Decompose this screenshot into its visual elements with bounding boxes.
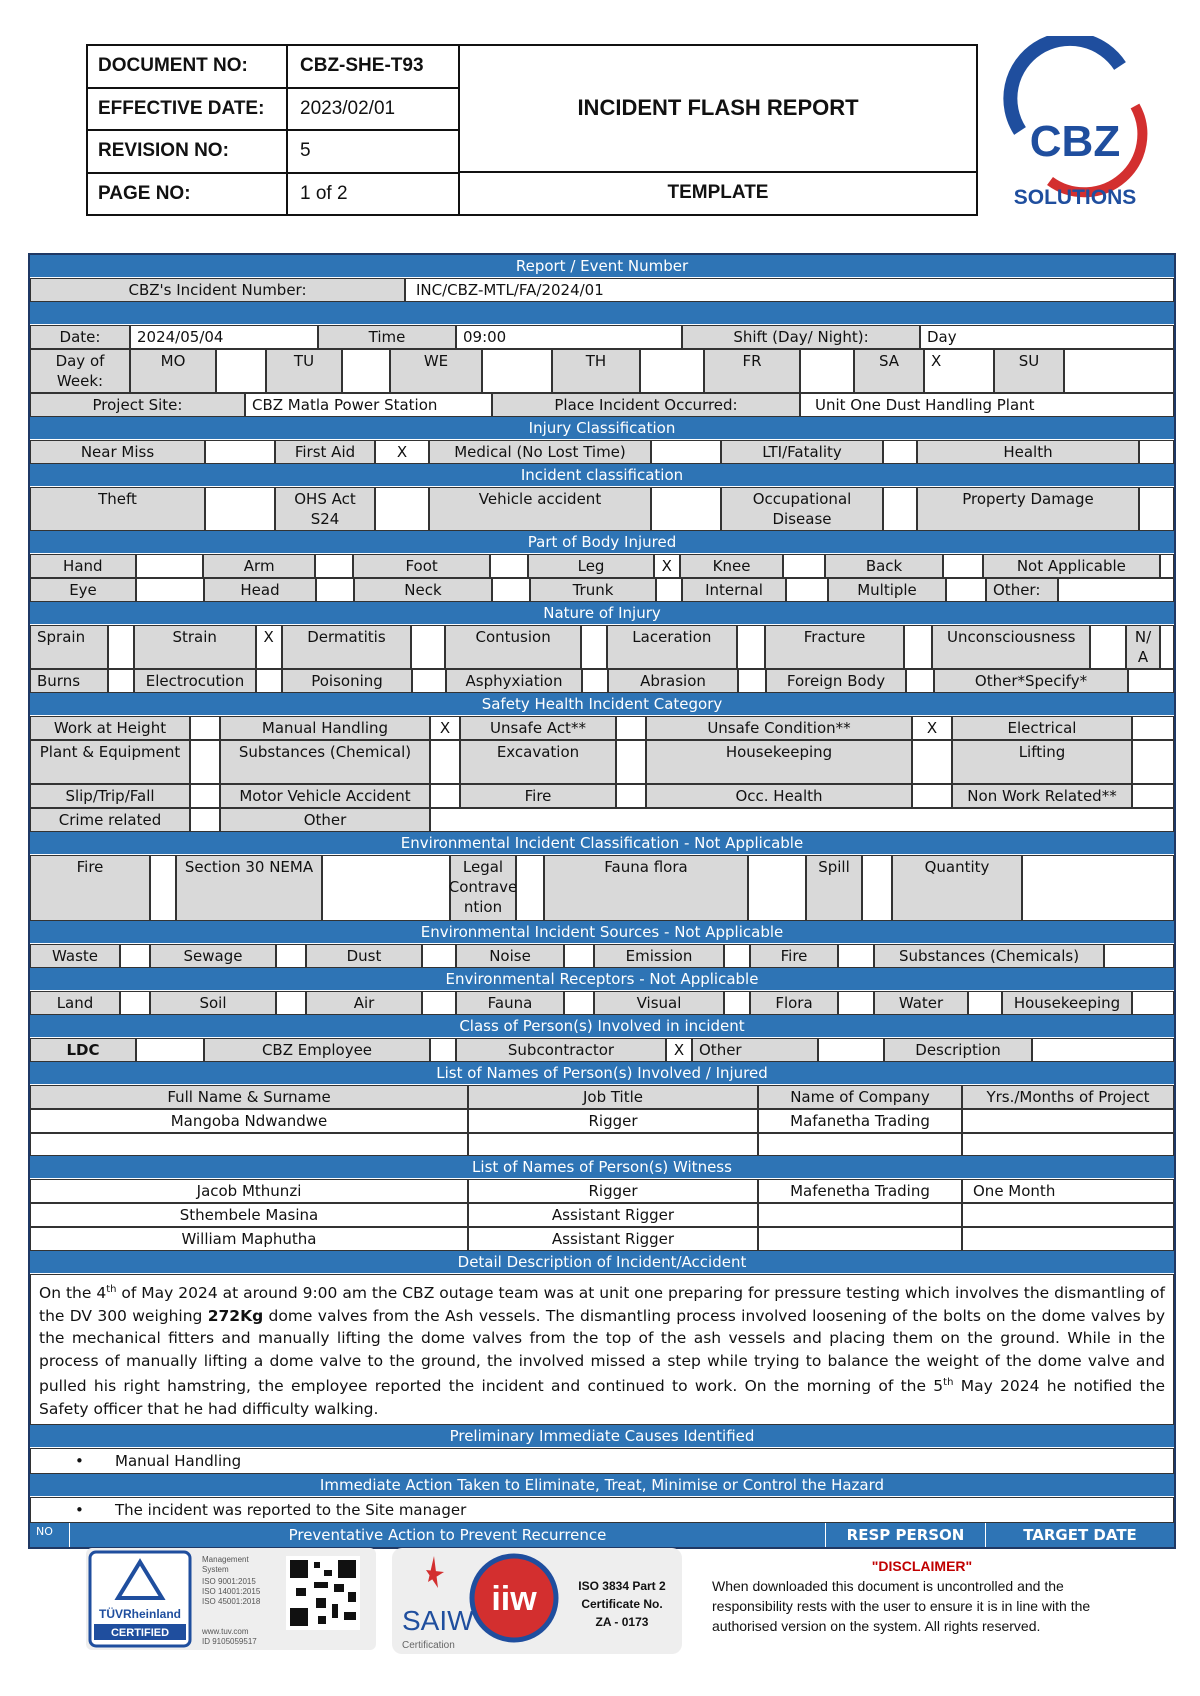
motor-vehicle-label: Motor Vehicle Accident: [220, 784, 430, 808]
other-label: Other:: [986, 578, 1058, 602]
crime-box[interactable]: [190, 808, 220, 832]
vehicle-label: Vehicle accident: [429, 487, 651, 531]
not-applicable-box[interactable]: [1160, 554, 1174, 578]
day-sa: SA: [854, 349, 924, 393]
body-band: Part of Body Injured: [30, 531, 1174, 554]
witness-job[interactable]: Rigger: [468, 1179, 758, 1203]
shift-label: Shift (Day/ Night):: [682, 325, 920, 349]
cbz-employee-box[interactable]: [430, 1038, 456, 1062]
medical-box[interactable]: [651, 440, 721, 464]
occ-disease-box[interactable]: [883, 487, 917, 531]
involved-name-empty[interactable]: [30, 1133, 468, 1156]
date-value[interactable]: 2024/05/04: [130, 325, 318, 349]
fauna-label: Fauna: [456, 991, 564, 1015]
col-company: Name of Company: [758, 1085, 962, 1109]
near-miss-box[interactable]: [205, 440, 275, 464]
abrasion-label: Abrasion: [608, 669, 738, 693]
emission-label: Emission: [594, 944, 724, 968]
document-header: [86, 44, 978, 216]
ldc-box[interactable]: [136, 1038, 204, 1062]
excavation-label: Excavation: [460, 740, 616, 784]
incident-form: [28, 253, 1176, 1549]
witness-years[interactable]: One Month: [962, 1179, 1174, 1203]
description-box[interactable]: [1032, 1038, 1174, 1062]
strain-box[interactable]: X: [256, 625, 282, 669]
poisoning-box[interactable]: [412, 669, 446, 693]
time-label: Time: [318, 325, 456, 349]
manual-handling-label: Manual Handling: [220, 716, 430, 740]
electrocution-box[interactable]: [256, 669, 282, 693]
fauna-box[interactable]: [564, 991, 594, 1015]
back-box[interactable]: [943, 554, 983, 578]
slip-label: Slip/Trip/Fall: [30, 784, 190, 808]
sprain-box[interactable]: [108, 625, 134, 669]
quantity-box[interactable]: [1022, 855, 1174, 921]
day-we: WE: [390, 349, 482, 393]
src-substances-box[interactable]: [1104, 944, 1174, 968]
doc-no-label: DOCUMENT NO:: [88, 46, 288, 87]
involved-years-empty[interactable]: [962, 1133, 1174, 1156]
ohs-label: OHS Act S24: [275, 487, 375, 531]
fire-label: Fire: [460, 784, 616, 808]
theft-label: Theft: [30, 487, 205, 531]
involved-name[interactable]: Mangoba Ndwandwe: [30, 1109, 468, 1133]
land-box[interactable]: [120, 991, 150, 1015]
svg-text:ISO 3834 Part 2: ISO 3834 Part 2: [578, 1579, 666, 1593]
tuv-badge: [86, 1548, 376, 1650]
dust-box[interactable]: [422, 944, 456, 968]
witness-years[interactable]: [962, 1227, 1174, 1251]
hand-label: Hand: [30, 554, 136, 578]
other-cat-label: Other: [220, 808, 430, 832]
dermatitis-label: Dermatitis: [282, 625, 412, 669]
svg-text:Certificate No.: Certificate No.: [581, 1597, 663, 1611]
place-value[interactable]: Unit One Dust Handling Plant: [800, 393, 1174, 417]
substances-box[interactable]: [430, 740, 460, 784]
na-box[interactable]: [1160, 625, 1174, 669]
arm-box[interactable]: [315, 554, 353, 578]
trunk-label: Trunk: [530, 578, 656, 602]
col-job-title: Job Title: [468, 1085, 758, 1109]
involved-company-empty[interactable]: [758, 1133, 962, 1156]
sewage-label: Sewage: [150, 944, 276, 968]
asphyxiation-box[interactable]: [582, 669, 608, 693]
poisoning-label: Poisoning: [282, 669, 412, 693]
witness-name[interactable]: William Maphutha: [30, 1227, 468, 1251]
other-box[interactable]: [1058, 578, 1174, 602]
day-mo: MO: [130, 349, 216, 393]
svg-text:ISO 9001:2015: ISO 9001:2015: [202, 1577, 256, 1586]
flora-box[interactable]: [838, 991, 874, 1015]
day-th-box[interactable]: [640, 349, 704, 393]
emission-box[interactable]: [724, 944, 750, 968]
certification-text: Certification: [402, 1640, 455, 1651]
no-column: NO: [30, 1523, 70, 1547]
involved-band: List of Names of Person(s) Involved / Injured: [30, 1062, 1174, 1085]
theft-box[interactable]: [205, 487, 275, 531]
day-su: SU: [994, 349, 1064, 393]
legal-label: Legal Contrave ntion: [450, 855, 516, 921]
env-fire-box[interactable]: [150, 855, 176, 921]
src-fire-label: Fire: [750, 944, 838, 968]
laceration-box[interactable]: [737, 625, 765, 669]
day-su-box[interactable]: [1064, 349, 1174, 393]
time-value[interactable]: 09:00: [456, 325, 682, 349]
safety-band: Safety Health Incident Category: [30, 693, 1174, 716]
table-row: [30, 1109, 1174, 1133]
src-fire-box[interactable]: [838, 944, 874, 968]
burns-box[interactable]: [108, 669, 134, 693]
date-label: Date:: [30, 325, 130, 349]
na-label: N/ A: [1126, 625, 1160, 669]
table-row: [30, 1227, 1174, 1251]
template-label: TEMPLATE: [667, 182, 769, 204]
day-mo-box[interactable]: [216, 349, 266, 393]
asphyxiation-label: Asphyxiation: [446, 669, 582, 693]
water-box[interactable]: [968, 991, 1002, 1015]
housekeeping-label: Housekeeping: [646, 740, 912, 784]
fauna-flora-box[interactable]: [748, 855, 806, 921]
visual-label: Visual: [594, 991, 724, 1015]
laceration-label: Laceration: [607, 625, 737, 669]
svg-text:www.tuv.com: www.tuv.com: [202, 1627, 249, 1636]
involved-years[interactable]: [962, 1109, 1174, 1133]
receptors-band: Environmental Receptors - Not Applicable: [30, 968, 1174, 991]
doc-no-value: CBZ-SHE-T93: [288, 46, 460, 87]
table-row: [30, 1203, 1174, 1227]
shift-value[interactable]: Day: [920, 325, 1174, 349]
col-years: Yrs./Months of Project: [962, 1085, 1174, 1109]
svg-text:ISO 14001:2015: ISO 14001:2015: [202, 1587, 261, 1596]
tuv-cert: CERTIFIED: [110, 1627, 170, 1639]
head-label: Head: [204, 578, 316, 602]
day-we-box[interactable]: [482, 349, 552, 393]
action-item[interactable]: • The incident was reported to the Site manager: [30, 1497, 1174, 1523]
witness-years[interactable]: [962, 1203, 1174, 1227]
hand-box[interactable]: [136, 554, 204, 578]
housekeeping-box[interactable]: [912, 740, 952, 784]
plant-label: Plant & Equipment: [30, 740, 190, 784]
multiple-box[interactable]: [946, 578, 986, 602]
head-box[interactable]: [316, 578, 354, 602]
noise-box[interactable]: [564, 944, 594, 968]
property-box[interactable]: [1139, 487, 1174, 531]
health-box[interactable]: [1139, 440, 1174, 464]
other-specify-box[interactable]: [1128, 669, 1174, 693]
spacer-band: [30, 302, 1174, 325]
cbz-logo: [1000, 36, 1150, 216]
soil-box[interactable]: [276, 991, 306, 1015]
unsafe-condition-label: Unsafe Condition**: [646, 716, 912, 740]
excavation-box[interactable]: [616, 740, 646, 784]
cause-item[interactable]: • Manual Handling: [30, 1448, 1174, 1474]
env-band: Environmental Incident Classification - Not Applicable: [30, 832, 1174, 855]
incident-number-value[interactable]: INC/CBZ-MTL/FA/2024/01: [405, 278, 1174, 302]
abrasion-box[interactable]: [738, 669, 766, 693]
svg-text:ZA - 0173: ZA - 0173: [595, 1615, 649, 1629]
land-label: Land: [30, 991, 120, 1015]
day-sa-box[interactable]: X: [924, 349, 994, 393]
star-icon: [426, 1556, 444, 1588]
other-person-label: Other: [692, 1038, 818, 1062]
witness-job[interactable]: Assistant Rigger: [468, 1203, 758, 1227]
page-title: INCIDENT FLASH REPORT: [460, 46, 976, 173]
other-person-box[interactable]: [818, 1038, 884, 1062]
report-band: Report / Event Number: [30, 255, 1174, 278]
rec-housekeeping-box[interactable]: [1132, 991, 1174, 1015]
subcontractor-label: Subcontractor: [456, 1038, 666, 1062]
visual-box[interactable]: [724, 991, 750, 1015]
page-no-label: PAGE NO:: [88, 174, 288, 215]
back-label: Back: [825, 554, 943, 578]
occ-health-box[interactable]: [912, 784, 952, 808]
action-band: Immediate Action Taken to Eliminate, Treat, Minimise or Control the Hazard: [30, 1474, 1174, 1497]
electrical-label: Electrical: [952, 716, 1132, 740]
knee-label: Knee: [680, 554, 784, 578]
svg-text:System: System: [202, 1565, 229, 1574]
causes-band: Preliminary Immediate Causes Identified: [30, 1425, 1174, 1448]
soil-label: Soil: [150, 991, 276, 1015]
slip-box[interactable]: [190, 784, 220, 808]
iiw-text: iiw: [491, 1580, 537, 1618]
first-aid-box[interactable]: X: [375, 440, 429, 464]
revision-value: 5: [288, 131, 460, 172]
unsafe-condition-box[interactable]: X: [912, 716, 952, 740]
not-applicable-label: Not Applicable: [983, 554, 1160, 578]
contusion-box[interactable]: [581, 625, 607, 669]
spill-box[interactable]: [862, 855, 892, 921]
occ-health-label: Occ. Health: [646, 784, 912, 808]
logo-text: CBZ: [1029, 117, 1121, 166]
multiple-label: Multiple: [828, 578, 946, 602]
foreign-body-box[interactable]: [906, 669, 934, 693]
day-tu: TU: [266, 349, 342, 393]
involved-job[interactable]: Rigger: [468, 1109, 758, 1133]
arm-label: Arm: [203, 554, 315, 578]
project-site-label: Project Site:: [30, 393, 245, 417]
neck-label: Neck: [354, 578, 492, 602]
noise-label: Noise: [456, 944, 564, 968]
internal-label: Internal: [682, 578, 786, 602]
work-height-label: Work at Height: [30, 716, 190, 740]
witness-company[interactable]: [758, 1203, 962, 1227]
legal-box[interactable]: [516, 855, 544, 921]
day-of-week-label: Day of Week:: [30, 349, 130, 393]
nema-box[interactable]: [322, 855, 450, 921]
day-fr-box[interactable]: [800, 349, 854, 393]
eye-box[interactable]: [136, 578, 204, 602]
leg-label: Leg: [528, 554, 654, 578]
fire-box[interactable]: [616, 784, 646, 808]
quantity-label: Quantity: [892, 855, 1022, 921]
near-miss-label: Near Miss: [30, 440, 205, 464]
nature-band: Nature of Injury: [30, 602, 1174, 625]
resp-person-header: RESP PERSON: [826, 1523, 986, 1547]
non-work-box[interactable]: [1132, 784, 1174, 808]
lifting-label: Lifting: [952, 740, 1132, 784]
svg-text:ISO 45001:2018: ISO 45001:2018: [202, 1597, 261, 1606]
unsafe-act-box[interactable]: [616, 716, 646, 740]
foreign-body-label: Foreign Body: [766, 669, 906, 693]
fracture-label: Fracture: [765, 625, 905, 669]
day-th: TH: [552, 349, 640, 393]
prevent-title: Preventative Action to Prevent Recurrence: [70, 1523, 826, 1547]
health-label: Health: [917, 440, 1139, 464]
plant-box[interactable]: [190, 740, 220, 784]
unsafe-act-label: Unsafe Act**: [460, 716, 616, 740]
env-fire-label: Fire: [30, 855, 150, 921]
saiw-badge: [392, 1548, 682, 1654]
cbz-employee-label: CBZ Employee: [204, 1038, 430, 1062]
persons-band: Class of Person(s) Involved in incident: [30, 1015, 1174, 1038]
ohs-box[interactable]: [375, 487, 429, 531]
flora-label: Flora: [750, 991, 838, 1015]
air-box[interactable]: [422, 991, 456, 1015]
incident-number-label: CBZ's Incident Number:: [30, 278, 405, 302]
foot-label: Foot: [353, 554, 490, 578]
dermatitis-box[interactable]: [411, 625, 445, 669]
trunk-box[interactable]: [656, 578, 682, 602]
work-height-box[interactable]: [190, 716, 220, 740]
motor-vehicle-box[interactable]: [430, 784, 460, 808]
witness-company[interactable]: [758, 1227, 962, 1251]
logo-sub: SOLUTIONS: [1013, 186, 1137, 209]
waste-label: Waste: [30, 944, 120, 968]
day-fr: FR: [704, 349, 800, 393]
svg-text:Management: Management: [202, 1555, 249, 1564]
disclaimer-title: "DISCLAIMER": [871, 1558, 973, 1574]
neck-box[interactable]: [492, 578, 530, 602]
leg-box[interactable]: X: [654, 554, 680, 578]
burns-label: Burns: [30, 669, 108, 693]
revision-label: REVISION NO:: [88, 131, 288, 172]
target-date-header: TARGET DATE: [1023, 1526, 1137, 1545]
description-label: Description: [884, 1038, 1032, 1062]
sprain-label: Sprain: [30, 625, 108, 669]
sources-band: Environmental Incident Sources - Not Applicable: [30, 921, 1174, 944]
witness-name[interactable]: Jacob Mthunzi: [30, 1179, 468, 1203]
incident-description[interactable]: On the 4th of May 2024 at around 9:00 am the CBZ outage team was at unit one preparing for pressure testing which involves the dismantling of the DV 300 weighing 272Kg dome valves from the Ash vessels. The dismantling process involved loosening of the bolts on the dome valves by the mechanical fitters and manually lifting the dome valves from the top of the ash vessels and placing them on the ground. While in the process of manually lifting a dome valve to the ground, the involved missed a step while trying to balance the weight of the dome valve and pulled his right hamstring, the employee reported the incident and continued to work. On the morning of the 5th May 2024 he notified the Safety officer that he had difficulty walking.: [30, 1274, 1174, 1425]
svg-text:ID 9105059517: ID 9105059517: [202, 1637, 257, 1646]
substances-label: Substances (Chemical): [220, 740, 430, 784]
crime-label: Crime related: [30, 808, 190, 832]
other-specify-label: Other*Specify*: [934, 669, 1128, 693]
first-aid-label: First Aid: [275, 440, 375, 464]
effective-date-label: EFFECTIVE DATE:: [88, 89, 288, 130]
knee-box[interactable]: [783, 554, 825, 578]
manual-handling-box[interactable]: X: [430, 716, 460, 740]
disclaimer: [712, 1556, 1132, 1636]
witness-company[interactable]: Mafenetha Trading: [758, 1179, 962, 1203]
col-full-name: Full Name & Surname: [30, 1085, 468, 1109]
disclaimer-text: When downloaded this document is uncontrolled and the responsibility rests with the user to ensure it is in line with the authorised version on the system. All rights reserved.: [712, 1578, 1091, 1634]
ldc-label: LDC: [30, 1038, 136, 1062]
waste-box[interactable]: [120, 944, 150, 968]
non-work-label: Non Work Related**: [952, 784, 1132, 808]
witness-name[interactable]: Sthembele Masina: [30, 1203, 468, 1227]
electrocution-label: Electrocution: [134, 669, 256, 693]
lifting-box[interactable]: [1132, 740, 1174, 784]
effective-date-value: 2023/02/01: [288, 89, 460, 130]
other-cat-box[interactable]: [430, 808, 1174, 832]
medical-label: Medical (No Lost Time): [429, 440, 651, 464]
electrical-box[interactable]: [1132, 716, 1174, 740]
tuv-name: TÜVRheinland: [98, 1607, 182, 1621]
unconsciousness-label: Unconsciousness: [932, 625, 1090, 669]
lti-box[interactable]: [883, 440, 917, 464]
eye-label: Eye: [30, 578, 136, 602]
project-site-value[interactable]: CBZ Matla Power Station: [245, 393, 492, 417]
day-tu-box[interactable]: [342, 349, 390, 393]
property-label: Property Damage: [917, 487, 1139, 531]
fauna-flora-label: Fauna flora: [544, 855, 748, 921]
src-substances-label: Substances (Chemicals): [874, 944, 1104, 968]
detail-band: Detail Description of Incident/Accident: [30, 1251, 1174, 1274]
involved-company[interactable]: Mafanetha Trading: [758, 1109, 962, 1133]
strain-label: Strain: [134, 625, 256, 669]
qr-code-icon: [286, 1556, 360, 1630]
place-label: Place Incident Occurred:: [492, 393, 800, 417]
lti-label: LTI/Fatality: [721, 440, 883, 464]
page-no-value: 1 of 2: [288, 174, 460, 215]
spill-label: Spill: [806, 855, 862, 921]
witness-job[interactable]: Assistant Rigger: [468, 1227, 758, 1251]
internal-box[interactable]: [786, 578, 828, 602]
subcontractor-box[interactable]: X: [666, 1038, 692, 1062]
unconsciousness-box[interactable]: [1090, 625, 1126, 669]
table-row: [30, 1133, 1174, 1156]
dust-label: Dust: [306, 944, 422, 968]
table-row: [30, 1179, 1174, 1203]
contusion-label: Contusion: [445, 625, 581, 669]
nema-label: Section 30 NEMA: [176, 855, 322, 921]
vehicle-box[interactable]: [651, 487, 721, 531]
occ-disease-label: Occupational Disease: [721, 487, 883, 531]
foot-box[interactable]: [490, 554, 528, 578]
water-label: Water: [874, 991, 968, 1015]
witness-band: List of Names of Person(s) Witness: [30, 1156, 1174, 1179]
rec-housekeeping-label: Housekeeping: [1002, 991, 1132, 1015]
involved-job-empty[interactable]: [468, 1133, 758, 1156]
saiw-text: SAIW: [402, 1605, 474, 1636]
sewage-box[interactable]: [276, 944, 306, 968]
injury-band: Injury Classification: [30, 417, 1174, 440]
fracture-box[interactable]: [904, 625, 932, 669]
air-label: Air: [306, 991, 422, 1015]
incident-band: Incident classification: [30, 464, 1174, 487]
